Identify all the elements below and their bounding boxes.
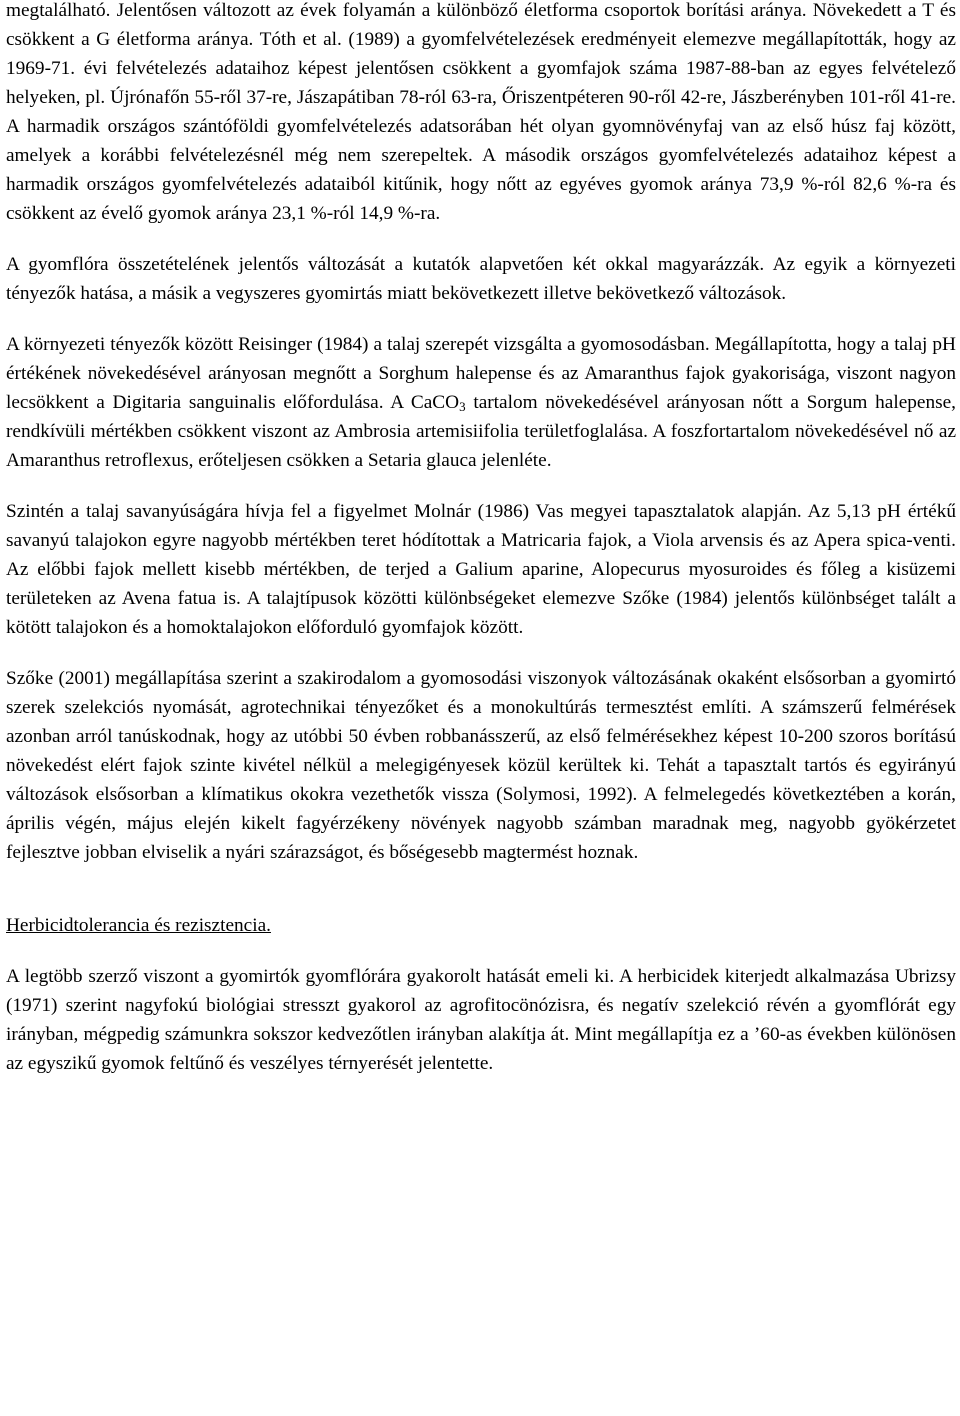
paragraph-two-causes: A gyomflóra összetételének jelentős változását a kutatók alapvetően két okkal magyarázzák. Az egyik a környezeti tényezők hatása, a másik a vegyszeres gyomirtás miatt bekövetkezett illetve bekövetkező változások. [6,254,956,304]
soil-text-part-2: tartalom növekedésével arányosan nőtt a Sorgum halepense, rendkívüli mértékben csökkent viszont az Ambrosia artemisiifolia területfoglalása. A foszfortartalom növekedésével nő az Amaranthus retroflexus, erőteljesen csökken a Setaria glauca jelenléte. [6,392,956,471]
paragraph-herbicides: A legtöbb szerző viszont a gyomirtók gyomflórára gyakorolt hatását emeli ki. A herbicidek kiterjedt alkalmazása Ubrizsy (1971) szerint nagyfokú biológiai stresszt gyakorol az agrofitocönózisra, és negatív szelekció révén a gyomflórát egy irányban, mégpedig számunkra sokszor kedvezőtlen irányban alakítja át. Mint megállapítja ez a ’60-as években különösen az egyszikű gyomok feltűnő és veszélyes térnyerését jelentette. [6,966,956,1074]
paragraph-soil-factors [6,330,956,475]
paragraph-soil-acidity: Szintén a talaj savanyúságára hívja fel a figyelmet Molnár (1986) Vas megyei tapasztalatok alapján. Az 5,13 pH értékű savanyú talajokon egyre nagyobb mértékben teret hódítottak a Matricaria fajok, a Viola arvensis és az Apera spica-venti. Az előbbi fajok mellett kisebb mértékben, de terjed a Galium aparine, Alopecurus myosuroides és főleg a kisüzemi területeken az Avena fatua is. A talajtípusok közötti különbségeket elemezve Szőke (1984) jelentős különbséget talált a kötött talajokon és a homoktalajokon előforduló gyomfajok között. [6,501,956,638]
section-heading: Herbicidtolerancia és rezisztencia. [6,915,271,936]
caco3-subscript: 3 [459,399,466,414]
paragraph-climate: Szőke (2001) megállapítása szerint a szakirodalom a gyomosodási viszonyok változásának okaként elsősorban a gyomirtó szerek szelekciós nyomását, agrotechnikai tényezőket és a monokultúrás termesztést említi. A számszerű felmérések azonban arról tanúskodnak, hogy az utóbbi 50 évben robbanásszerű, az első felmérésekhez képest 10-200 szoros borítású növekedést elért fajok szinte kivétel nélkül a melegigényesek közül kerültek ki. Tehát a tapasztalt tartós és egyirányú változások elsősorban a klímatikus okokra vezethetők vissza (Solymosi, 1992). A felmelegedés következtében a korán, április végén, május elején kikelt fagyérzékeny növények nagyobb számban maradnak meg, nagyobb gyökérzetet fejlesztve jobban elviselik a nyári szárazságot, és bőségesebb magtermést hoznak. [6,668,956,863]
paragraph-species-change: megtalálható. Jelentősen változott az évek folyamán a különböző életforma csoportok borítási aránya. Növekedett a T és csökkent a G életforma aránya. Tóth et al. (1989) a gyomfelvételezések eredményeit elemezve megállapították, hogy az 1969-71. évi felvételezés adataihoz képest jelentősen csökkent a gyomfajok száma 1987-88-ban az egyes felvételező helyeken, pl. Újrónafőn 55-ről 37-re, Jászapátiban 78-ról 63-ra, Őriszentpéteren 90-ről 42-re, Jászberényben 101-ről 41-re. A harmadik országos szántóföldi gyomfelvételezés adatsorában hét olyan gyomnövényfaj van az első húsz faj között, amelyek a korábbi felvételezésnél még nem szerepeltek. A második országos gyomfelvételezés adataihoz képest a harmadik országos gyomfelvételezés adataiból kitűnik, hogy nőtt az egyéves gyomok aránya 73,9 %-ról 82,6 %-ra és csökkent az évelő gyomok aránya 23,1 %-ról 14,9 %-ra. [6,0,956,224]
document-page [6,0,956,1078]
soil-text-part-1: A környezeti tényezők között Reisinger (1984) a talaj szerepét vizsgálta a gyomosodásban. Megállapította, hogy a talaj pH értékének növekedésével arányosan megnőtt a Sorghum halepense és az Amaranthus fajok gyakorisága, viszont nagyon lecsökkent a Digitaria sanguinalis előfordulása. A CaCO [6,334,956,413]
